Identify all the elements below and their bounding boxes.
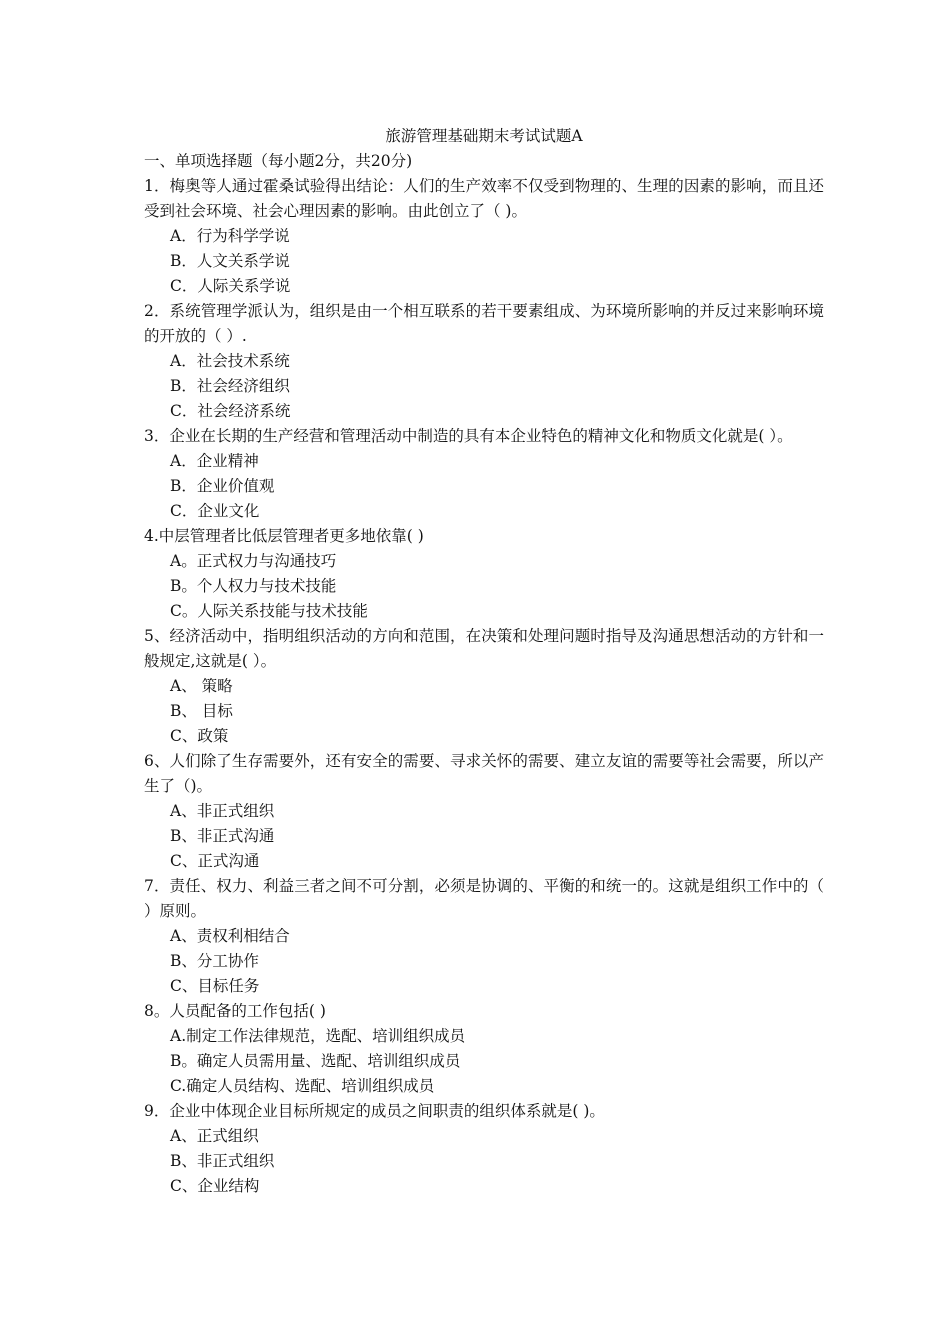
option-a: A．行为科学学说 xyxy=(170,227,290,245)
question-5 xyxy=(144,624,824,749)
option-c: C.确定人员结构、选配、培训组织成员 xyxy=(170,1077,435,1095)
question-stem: 2．系统管理学派认为，组织是由一个相互联系的若干要素组成、为环境所影响的并反过来影响环境的开放的（ ）. xyxy=(144,302,824,345)
option-b: B。个人权力与技术技能 xyxy=(170,577,337,595)
option-c: C、目标任务 xyxy=(170,977,260,995)
question-7 xyxy=(144,874,824,999)
question-6 xyxy=(144,749,824,874)
option-b: B．企业价值观 xyxy=(170,477,275,495)
question-8 xyxy=(144,999,824,1099)
option-a: A、责权利相结合 xyxy=(170,927,290,945)
question-stem: 9．企业中体现企业目标所规定的成员之间职责的组织体系就是( )。 xyxy=(144,1102,605,1120)
option-c: C。人际关系技能与技术技能 xyxy=(170,602,368,620)
question-2 xyxy=(144,299,824,424)
option-a: A.制定工作法律规范，选配、培训组织成员 xyxy=(170,1027,466,1045)
option-a: A、正式组织 xyxy=(170,1127,259,1145)
option-b: B、分工协作 xyxy=(170,952,259,970)
option-c: C、政策 xyxy=(170,727,229,745)
option-a: A．企业精神 xyxy=(170,452,259,470)
question-stem: 1．梅奥等人通过霍桑试验得出结论：人们的生产效率不仅受到物理的、生理的因素的影响，而且还受到社会环境、社会心理因素的影响。由此创立了（ )。 xyxy=(144,177,824,220)
option-c: C．社会经济系统 xyxy=(170,402,291,420)
option-b: B。确定人员需用量、选配、培训组织成员 xyxy=(170,1052,461,1070)
question-4 xyxy=(144,524,824,624)
section-heading: 一、单项选择题（每小题2分，共20分) xyxy=(144,152,413,170)
exam-title: 旅游管理基础期末考试试题A xyxy=(385,127,583,145)
option-a: A．社会技术系统 xyxy=(170,352,290,370)
option-b: B、非正式组织 xyxy=(170,1152,275,1170)
option-b: B．人文关系学说 xyxy=(170,252,290,270)
option-c: C、正式沟通 xyxy=(170,852,260,870)
question-stem: 5、经济活动中，指明组织活动的方向和范围，在决策和处理问题时指导及沟通思想活动的方针和一般规定,这就是( ）。 xyxy=(144,627,824,670)
question-3 xyxy=(144,424,824,524)
option-c: C、企业结构 xyxy=(170,1177,260,1195)
question-stem: 6、人们除了生存需要外，还有安全的需要、寻求关怀的需要、建立友谊的需要等社会需要，所以产生了（)。 xyxy=(144,752,824,795)
question-1 xyxy=(144,174,824,299)
option-a: A、非正式组织 xyxy=(170,802,275,820)
question-stem: 3．企业在长期的生产经营和管理活动中制造的具有本企业特色的精神文化和物质文化就是( ）。 xyxy=(144,427,793,445)
exam-page xyxy=(144,124,824,1199)
option-a: A。正式权力与沟通技巧 xyxy=(170,552,337,570)
option-b: B、 目标 xyxy=(170,702,233,720)
question-9 xyxy=(144,1099,824,1199)
option-c: C．企业文化 xyxy=(170,502,260,520)
question-stem: 8。人员配备的工作包括( ) xyxy=(144,1002,326,1020)
question-stem: 4.中层管理者比低层管理者更多地依靠( ) xyxy=(144,527,424,545)
question-stem: 7．责任、权力、利益三者之间不可分割，必须是协调的、平衡的和统一的。这就是组织工作中的（ ）原则。 xyxy=(144,877,824,920)
option-c: C．人际关系学说 xyxy=(170,277,291,295)
option-b: B．社会经济组织 xyxy=(170,377,290,395)
option-a: A、 策略 xyxy=(170,677,233,695)
option-b: B、非正式沟通 xyxy=(170,827,275,845)
